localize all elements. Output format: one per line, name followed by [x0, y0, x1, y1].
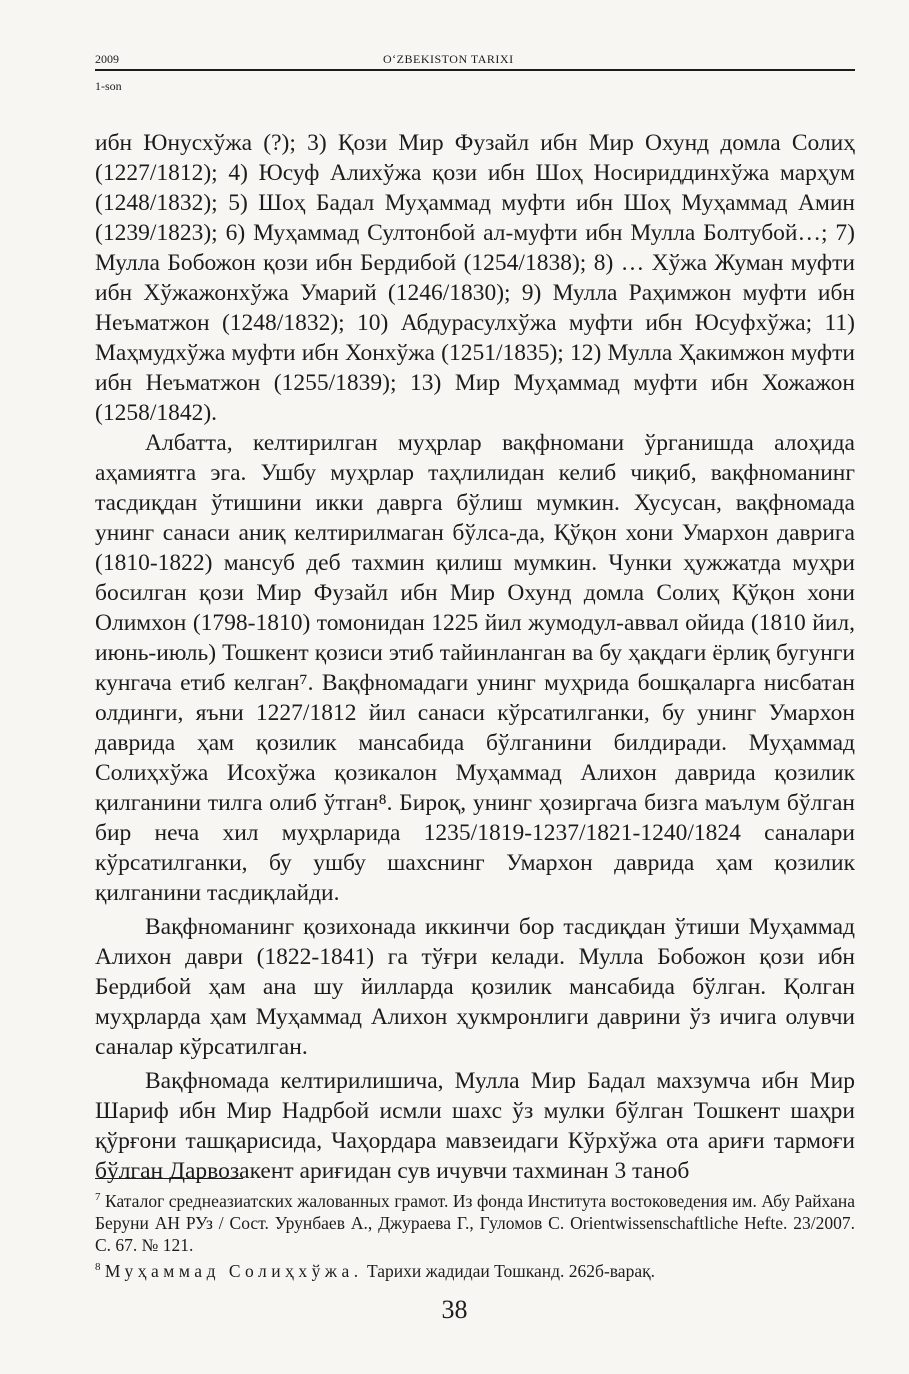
paragraph-seal-analysis: Албатта, келтирилган муҳрлар вақфномани ўрганишда алоҳида аҳамиятга эга. Ушбу муҳрлар таҳлилидан келиб чиқиб, вақфноманинг тасдиқдан ўтишини икки даврга бўлиш мумкин. Хусусан, вақфномада унинг санаси аниқ келтирилмаган бўлса-да, Қўқон хони Умархон даврига (1810-1822) мансуб деб тахмин қилиш мумкин. Чунки ҳужжатда муҳри босилган қози Мир Фузайл ибн Мир Охунд домла Солиҳ Қўқон хони Олимхон (1798-1810) томонидан 1225 йил жумодул-аввал ойида (1810 йил, июнь-июль) Тошкент қозиси этиб тайинланган ва бу ҳақдаги ёрлиқ бугунги кунгача етиб келган⁷. Вақфномадаги унинг муҳрида бошқаларга нисбатан олдинги, яъни 1227/1812 йил санаси кўрсатилганки, бу унинг Умархон даврида ҳам қозилик мансабида бўлганини билдиради. Муҳаммад Солиҳхўжа Исохўжа қозикалон Муҳаммад Алихон даврида қозилик қилганини тилга олиб ўтган⁸. Бироқ, унинг ҳозиргача бизга маълум бўлган бир неча хил муҳрларида 1235/1819-1237/1821-1240/1824 саналари кўрсатилганки, бу ушбу шахснинг Умархон даврида ҳам қозилик қилганини тасдиқлайди. [95, 430, 855, 906]
footnote-7-text: Каталог среднеазиатских жалованных грамот. Из фонда Института востоковедения им. Абу Райхана Беруни АН РУз / Сост. Урунбаев А., Джураева Г., Гуломов С. Orientwissenschaftliche Hefte. 23/2007. С. 67. № 121. [95, 1190, 855, 1255]
footnote-7-marker: 7 [95, 1191, 101, 1203]
footnote-8-marker: 8 [95, 1260, 101, 1273]
header-rule [95, 69, 855, 71]
footnote-8-author: Муҳаммад Солиҳхўжа. [104, 1260, 363, 1281]
paragraph-second-approval: Вақфноманинг қозихонада иккинчи бор тасдиқдан ўтиши Муҳаммад Алихон даври (1822-1841) га тўғри келади. Мулла Бобожон қози ибн Бердибой ҳам ана шу йилларда қозилик мансабида бўлган. Қолган муҳрларда ҳам Муҳаммад Алихон ҳукмронлиги даврини ўз ичига олувчи саналар кўрсатилган. [95, 914, 855, 1060]
header-issue: 1-son [95, 79, 122, 93]
footnote-8 [95, 1256, 855, 1282]
header-year: 2009 [95, 52, 119, 66]
article-body [95, 128, 855, 1186]
footnote-separator [95, 1178, 243, 1179]
journal-title: O‘ZBEKISTON TARIXI [383, 52, 514, 66]
paragraph-waqf-description: Вақфномада келтирилишича, Мулла Мир Бадал махзумча ибн Мир Шариф ибн Мир Надрбой исмли шахс ўз мулки бўлган Тошкент шаҳри қўрғони ташқарисида, Чаҳордара мавзеидаги Кўрхўжа ота ариғи тармоғи бўлган Дарвозакент ариғидан сув ичувчи тахминан 3 таноб [95, 1068, 855, 1184]
page-number: 38 [441, 1295, 468, 1324]
footnote-7 [95, 1186, 855, 1256]
footnotes [95, 1186, 855, 1282]
footnote-8-text: Тарихи жадидаи Тошканд. 262б-варақ. [367, 1260, 655, 1281]
paragraph-seal-list: ибн Юнусхўжа (?); 3) Қози Мир Фузайл ибн Мир Охунд домла Солиҳ (1227/1812); 4) Юсуф Алихўжа қози ибн Шоҳ Носириддинхўжа марҳум (1248/1832); 5) Шоҳ Бадал Муҳаммад муфти ибн Шоҳ Муҳаммад Амин (1239/1823); 6) Муҳаммад Султонбой ал-муфти ибн Мулла Болтубой…; 7) Мулла Бобожон қози ибн Бердибой (1254/1838); 8) … Хўжа Жуман муфти ибн Хўжажонхўжа Умарий (1246/1830); 9) Мулла Раҳимжон муфти ибн Неъматжон (1248/1832); 10) Абдурасулхўжа муфти ибн Юсуфхўжа; 11) Маҳмудхўжа муфти ибн Хонхўжа (1251/1835); 12) Мулла Ҳакимжон муфти ибн Неъматжон (1255/1839); 13) Мир Муҳаммад муфти ибн Хожажон (1258/1842). [95, 130, 855, 426]
